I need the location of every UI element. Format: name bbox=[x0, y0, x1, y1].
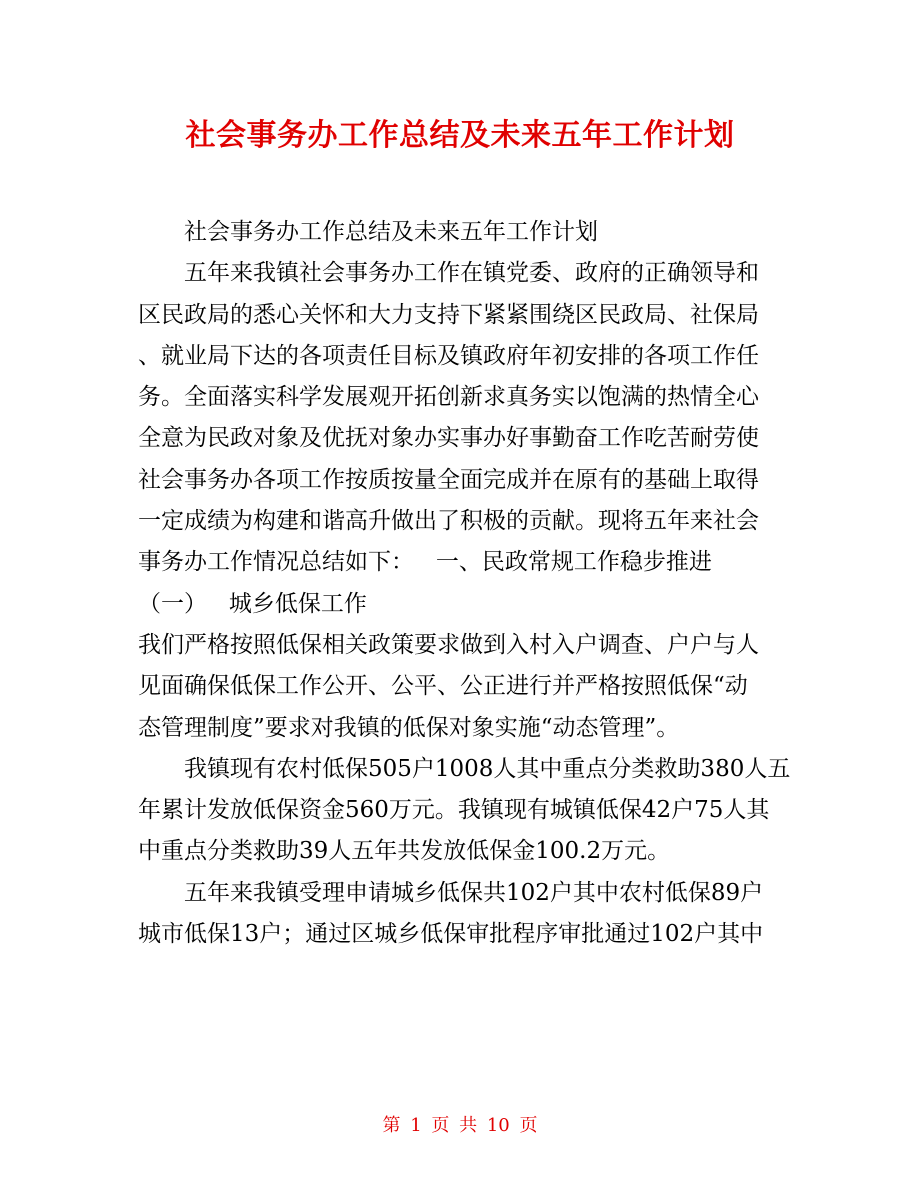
body-line: 五年来我镇受理申请城乡低保共102户其中农村低保89户 bbox=[184, 879, 764, 906]
body-line: 全意为民政对象及优抚对象办实事办好事勤奋工作吃苦耐劳使 bbox=[138, 425, 759, 452]
body-line: 见面确保低保工作公开、公平、公正进行并严格按照低保“动 bbox=[138, 673, 748, 700]
body-line: 五年来我镇社会事务办工作在镇党委、政府的正确领导和 bbox=[184, 260, 759, 287]
section-heading: （一） 城乡低保工作 bbox=[138, 590, 367, 617]
body-line: 中重点分类救助39人五年共发放低保金100.2万元。 bbox=[138, 838, 671, 865]
body-line: 一定成绩为构建和谐高升做出了积极的贡献。现将五年来社会 bbox=[138, 508, 759, 535]
body-line: 城市低保13户；通过区城乡低保审批程序审批通过102户其中 bbox=[138, 921, 764, 948]
body-line: 务。全面落实科学发展观开拓创新求真务实以饱满的热情全心 bbox=[138, 384, 759, 411]
body-line: 社会事务办工作总结及未来五年工作计划 bbox=[184, 219, 598, 245]
document-title: 社会事务办工作总结及未来五年工作计划 bbox=[185, 118, 735, 153]
body-line: 事务办工作情况总结如下： 一、民政常规工作稳步推进 bbox=[138, 549, 712, 576]
body-line: 年累计发放低保资金560万元。我镇现有城镇低保42户75人其 bbox=[138, 797, 770, 824]
body-line: 社会事务办各项工作按质按量全面完成并在原有的基础上取得 bbox=[138, 466, 759, 493]
page-footer: 第 1 页 共 10 页 bbox=[382, 1115, 538, 1136]
body-line: 区民政局的悉心关怀和大力支持下紧紧围绕区民政局、社保局 bbox=[138, 301, 759, 328]
body-line: 我们严格按照低保相关政策要求做到入村入户调查、户户与人 bbox=[138, 631, 759, 658]
document-body bbox=[138, 212, 791, 955]
body-line: 态管理制度”要求对我镇的低保对象实施“动态管理”。 bbox=[138, 714, 680, 741]
body-line: 、就业局下达的各项责任目标及镇政府年初安排的各项工作任 bbox=[138, 342, 759, 369]
body-line: 我镇现有农村低保505户1008人其中重点分类救助380人五 bbox=[184, 755, 791, 782]
